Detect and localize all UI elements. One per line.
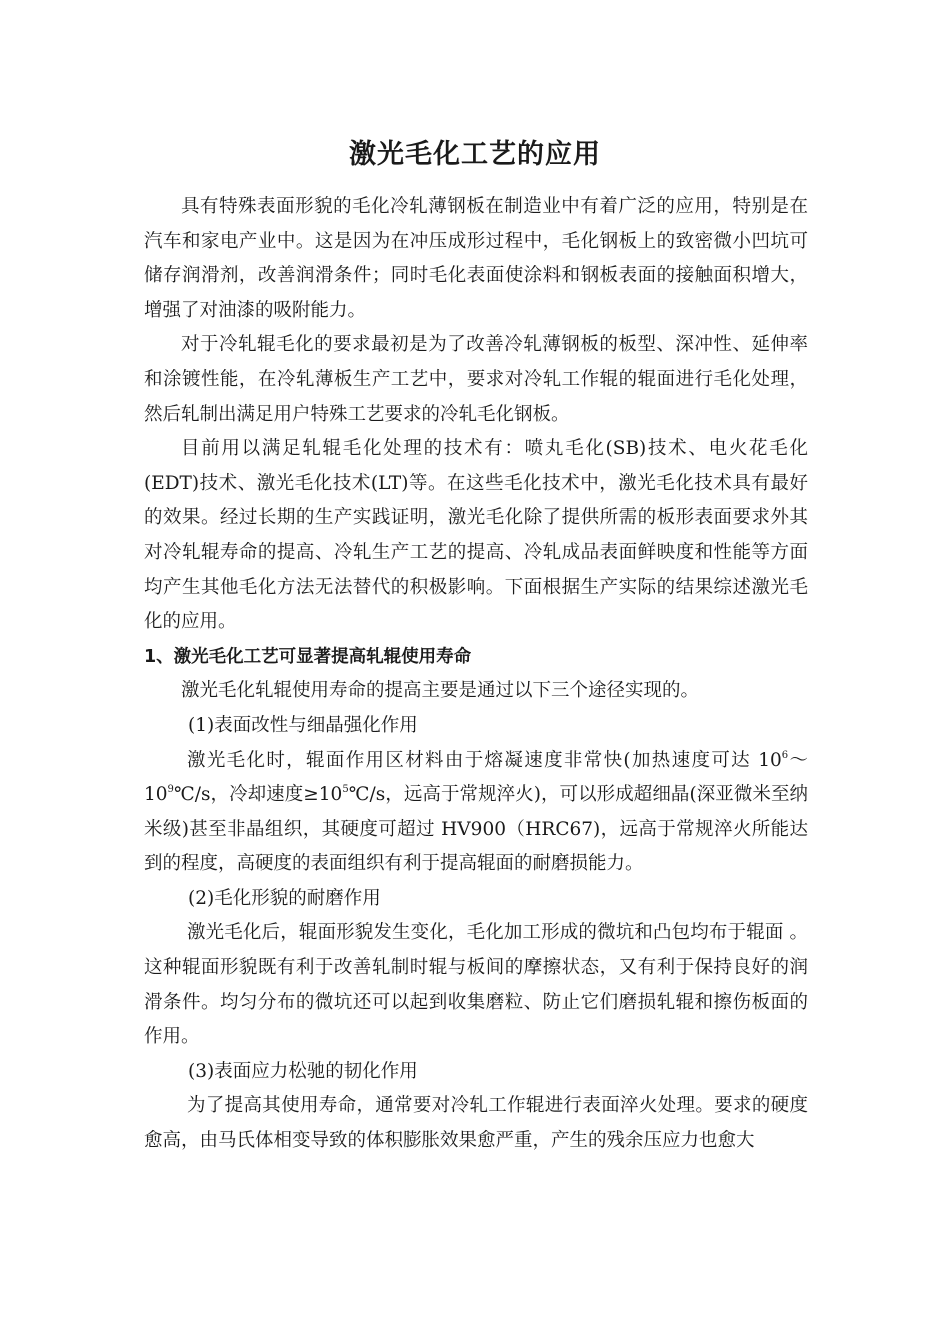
superscript: 6 — [781, 749, 789, 761]
text-run: 激光毛化时，辊面作用区材料由于熔凝速度非常快(加热速度可达 10 — [187, 749, 782, 771]
subsection-paragraph-1 — [144, 744, 808, 882]
section-lead: 激光毛化轧辊使用寿命的提高主要是通过以下三个途径实现的。 — [181, 680, 700, 702]
section-heading: 1、激光毛化工艺可显著提高轧辊使用寿命 — [144, 646, 472, 667]
subsection-paragraph-3: 为了提高其使用寿命，通常要对冷轧工作辊进行表面淬火处理。要求的硬度愈高，由马氏体相变导致的体积膨胀效果愈严重，产生的残余压应力也愈大 — [144, 1095, 808, 1152]
superscript: 5 — [342, 784, 349, 796]
subsection-paragraph-2: 激光毛化后，辊面形貌发生变化，毛化加工形成的微坑和凸包均布于辊面 。这种辊面形貌既有利于改善轧制时辊与板间的摩擦状态，又有利于保持良好的润滑条件。均匀分布的微坑还可以起到收集磨粒、防止它们磨损轧辊和擦伤板面的作用。 — [144, 922, 808, 1048]
intro-paragraph-1: 具有特殊表面形貌的毛化冷轧薄钢板在制造业中有着广泛的应用，特别是在汽车和家电产业中。这是因为在冲压成形过程中，毛化钢板上的致密微小凹坑可储存润滑剂，改善润滑条件；同时毛化表面使涂料和钢板表面的接触面积增大，增强了对油漆的吸附能力。 — [144, 196, 808, 321]
text-run: ℃/s，远高于常规淬火)，可以形成超细晶(深亚微米至纳米级)甚至非晶组织，其硬度可超过 HV900（HRC67)，远高于常规淬火所能达到的程度，高硬度的表面组织有利于提高辊面的耐磨损能力。 — [144, 784, 808, 875]
subsection-title-3: (3)表面应力松驰的韧化作用 — [188, 1060, 418, 1082]
subsection-title-2: (2)毛化形貌的耐磨作用 — [188, 887, 381, 909]
document-body — [144, 190, 808, 1159]
text-run: ～10 — [144, 749, 808, 806]
intro-paragraph-3: 目前用以满足轧辊毛化处理的技术有：喷丸毛化(SB)技术、电火花毛化(EDT)技术、激光毛化技术(LT)等。在这些毛化技术中，激光毛化技术具有最好的效果。经过长期的生产实践证明，激光毛化除了提供所需的板形表面要求外其对冷轧辊寿命的提高、冷轧生产工艺的提高、冷轧成品表面鲜映度和性能等方面均产生其他毛化方法无法替代的积极影响。下面根据生产实际的结果综述激光毛化的应用。 — [144, 438, 808, 633]
text-run: ℃/s，冷却速度≥10 — [173, 784, 343, 806]
subsection-title-1: (1)表面改性与细晶强化作用 — [188, 714, 418, 736]
superscript: 9 — [167, 784, 174, 796]
intro-paragraph-2: 对于冷轧辊毛化的要求最初是为了改善冷轧薄钢板的板型、深冲性、延伸率和涂镀性能，在冷轧薄板生产工艺中，要求对冷轧工作辊的辊面进行毛化处理，然后轧制出满足用户特殊工艺要求的冷轧毛化钢板。 — [144, 334, 808, 425]
document-title: 激光毛化工艺的应用 — [349, 139, 601, 170]
